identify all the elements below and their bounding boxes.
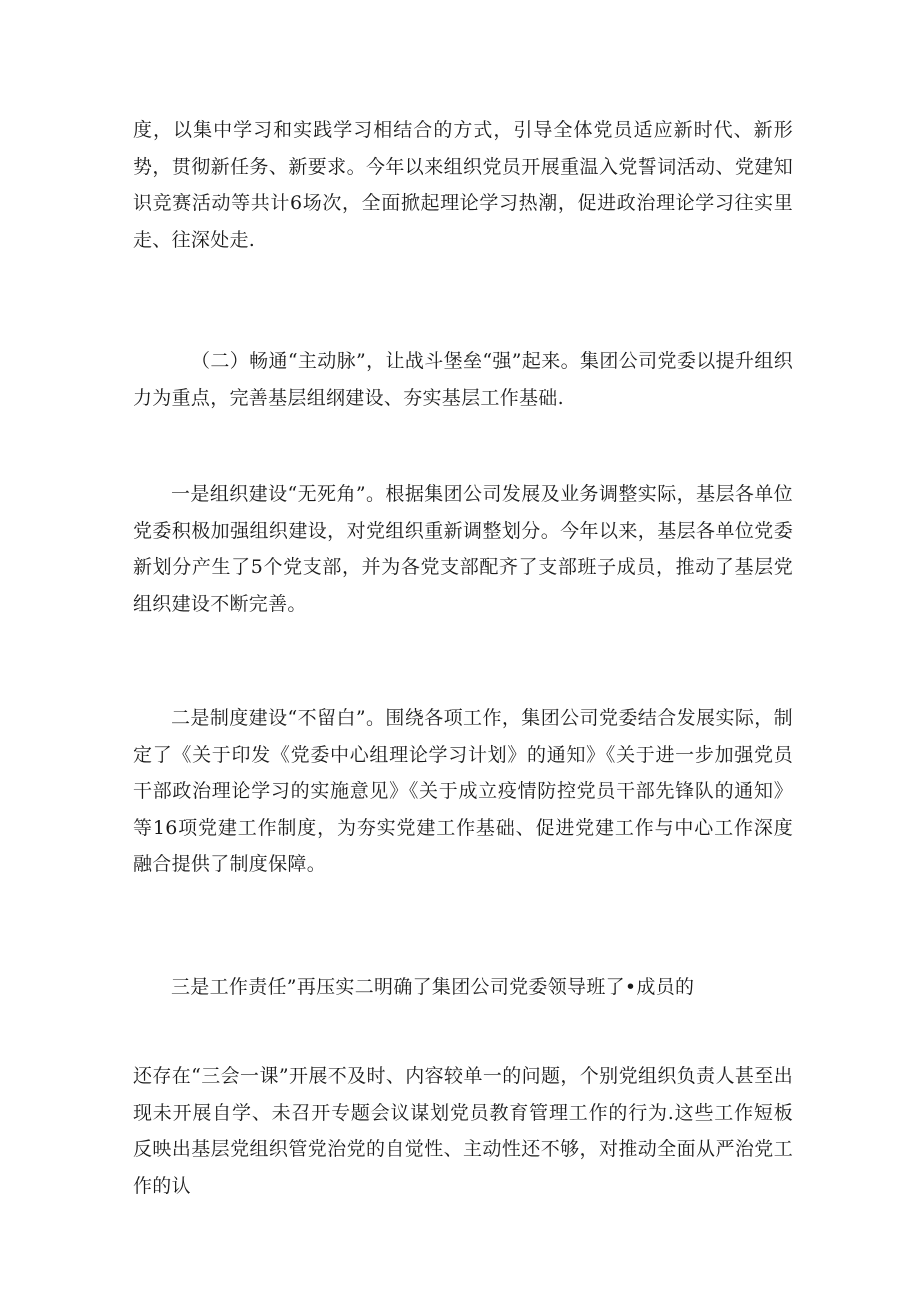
paragraph-work-responsibility: 三是工作责任”再压实二明确了集团公司党委领导班了•成员的 — [171, 976, 695, 998]
paragraph-study-methods: 度，以集中学习和实践学习相结合的方式，引导全体党员适应新时代、新形势，贯彻新任务、新要求。今年以来组织党员开展重温入党誓词活动、党建知识竞赛活动等共计6场次，全面掀起理论学习热潮，促进政治理论学习往实里走、往深处走. — [133, 119, 793, 251]
paragraph-organization-building: 一是组织建设“无死角”。根据集团公司发展及业务调整实际，基层各单位党委积极加强组织建设，对党组织重新调整划分。今年以来，基层各单位党委新划分产生了5个党支部，并为各党支部配齐了支部班子成员，推动了基层党组织建设不断完善。 — [133, 483, 793, 615]
paragraph-section-two-heading: （二）畅通“主动脉”，让战斗堡垒“强”起来。集团公司党委以提升组织力为重点，完善基层组纲建设、夯实基层工作基础. — [133, 350, 793, 409]
paragraph-system-building: 二是制度建设“不留白”。围绕各项工作，集团公司党委结合发展实际，制定了《关于印发《党委中心组理论学习计划》的通知》《关于进一步加强党员干部政治理论学习的实施意见》《关于成立疫情防控党员干部先锋队的通知》等16项党建工作制度，为夯实党建工作基础、促进党建工作与中心工作深度融合提供了制度保障。 — [133, 707, 793, 875]
paragraph-shortcomings: 还存在“三会一课”开展不及时、内容较单一的问题，个别党组织负责人甚至出现未开展自学、未召开专题会议谋划党员教育管理工作的行为.这些工作短板反映出基层党组织管党治党的自觉性、主动性还不够，对推动全面从严治党工作的认 — [133, 1065, 793, 1197]
